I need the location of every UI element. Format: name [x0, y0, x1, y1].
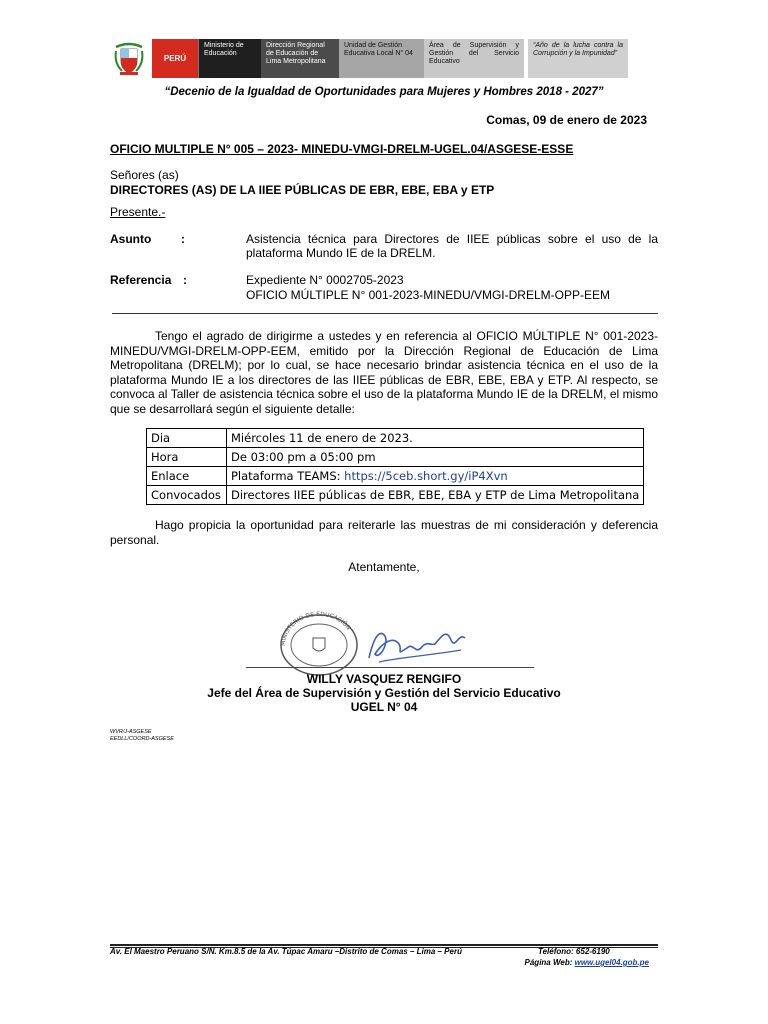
- coat-of-arms-icon: [106, 39, 152, 78]
- oficio-number: OFICIO MULTIPLE N° 005 – 2023- MINEDU-VMGI-DRELM-UGEL.04/ASGESE-ESSE: [110, 142, 574, 156]
- convocados-label: Convocados: [147, 486, 227, 505]
- footer-web-label: Página Web:: [524, 958, 575, 967]
- recipients: DIRECTORES (AS) DE LA IIEE PÚBLICAS DE EBR, EBE, EBA y ETP: [110, 183, 495, 197]
- header-anio: “Año de la lucha contra la Corrupción y la Impunidad”: [528, 39, 628, 78]
- signer-name: WILLY VASQUEZ RENGIFO: [306, 672, 462, 686]
- convocados-value: Directores IIEE públicas de EBR, EBE, EBA y ETP de Lima Metropolitana: [227, 486, 644, 505]
- header-band: [106, 39, 628, 78]
- table-row: [147, 486, 644, 505]
- hora-value: De 03:00 pm a 05:00 pm: [227, 448, 644, 467]
- signature-line: [246, 667, 534, 668]
- asunto-label: Asunto: [110, 232, 152, 246]
- footer-web-link[interactable]: www.ugel04.gob.pe: [574, 958, 649, 967]
- footer-phone: Teléfono: 652-6190: [538, 947, 610, 956]
- asunto-colon: :: [181, 232, 185, 246]
- footer-address: Av. El Maestro Peruano S/N. Km.8.5 de la Av. Túpac Amaru –Distrito de Comas – Lima – Perú: [110, 947, 462, 956]
- asunto-text: Asistencia técnica para Directores de IIEE públicas sobre el uso de la plataforma Mundo IE de la DRELM.: [246, 232, 658, 260]
- closing-text: Hago propicia la oportunidad para reiterarle las muestras de mi consideración y deferencia personal.: [110, 518, 658, 547]
- header-area: Área de Supervisión y Gestión del Servicio Educativo: [424, 39, 524, 78]
- divider: [112, 313, 658, 314]
- body-text: Tengo el agrado de dirigirme a ustedes y en referencia al OFICIO MÚLTIPLE N° 001-2023-MINEDU/VMGI-DRELM-OPP-EEM, emitido por la Dirección Regional de Educación de Lima Metropolitana (DRELM); por lo cual, se hace necesario brindar asistencia técnica en el uso de la plataforma Mundo IE a los directores de las IIEE públicas de EBR, EBE, EBA y ETP. Al respecto, se convoca al Taller de asistencia técnica sobre el uso de la plataforma Mundo IE de la DRELM, el mismo que se desarrollará según el siguiente detalle:: [110, 329, 658, 416]
- referencia-colon: :: [183, 273, 187, 287]
- signer-role: Jefe del Área de Supervisión y Gestión del Servicio Educativo: [207, 686, 561, 700]
- seal-text: MINISTERIO DE EDUCACIÓN: [279, 610, 352, 647]
- referencia-line-1: Expediente N° 0002705-2023: [246, 273, 404, 287]
- header-peru: PERÚ: [152, 39, 198, 78]
- table-row: [147, 429, 644, 448]
- referencia-line-2: OFICIO MÚLTIPLE N° 001-2023-MINEDU/VMGI-DRELM-OPP-EEM: [246, 288, 610, 302]
- table-row: [147, 467, 644, 486]
- enlace-prefix: Plataforma TEAMS:: [231, 469, 345, 483]
- referencia-label: Referencia: [110, 273, 172, 287]
- enlace-value: [227, 467, 644, 486]
- document-date: Comas, 09 de enero de 2023: [486, 113, 647, 127]
- closing-paragraph: [110, 518, 658, 547]
- hora-label: Hora: [147, 448, 227, 467]
- detail-table: [146, 428, 644, 505]
- atentamente: Atentamente,: [348, 560, 420, 574]
- footer-rule: [110, 944, 658, 946]
- enlace-label: Enlace: [147, 467, 227, 486]
- header-direccion-regional: Dirección Regional de Educación de Lima Metropolitana: [261, 39, 339, 78]
- svg-text:MINISTERIO DE EDUCACIÓN: [280, 611, 352, 646]
- dia-label: Dia: [147, 429, 227, 448]
- official-seal-icon: [275, 610, 363, 672]
- initials-block: [110, 729, 174, 743]
- header-ministerio: Ministerio de Educación: [198, 39, 261, 78]
- initials-line-2: EEDLL/COORD-ASGESE: [110, 736, 174, 742]
- teams-link[interactable]: https://5ceb.short.gy/iP4Xvn: [344, 469, 508, 483]
- salutation: Señores (as): [110, 168, 179, 182]
- presente: Presente.-: [110, 205, 166, 219]
- table-row: [147, 448, 644, 467]
- signer-ugel: UGEL N° 04: [350, 700, 418, 714]
- header-ugel: Unidad de Gestión Educativa Local N° 04: [339, 39, 424, 78]
- body-paragraph: [110, 329, 658, 416]
- footer-web: [525, 958, 649, 967]
- dia-value: Miércoles 11 de enero de 2023.: [227, 429, 644, 448]
- initials-line-1: WVR/J-ASGESE: [110, 729, 152, 735]
- decenio-motto: “Decenio de la Igualdad de Oportunidades para Mujeres y Hombres 2018 - 2027”: [164, 86, 604, 98]
